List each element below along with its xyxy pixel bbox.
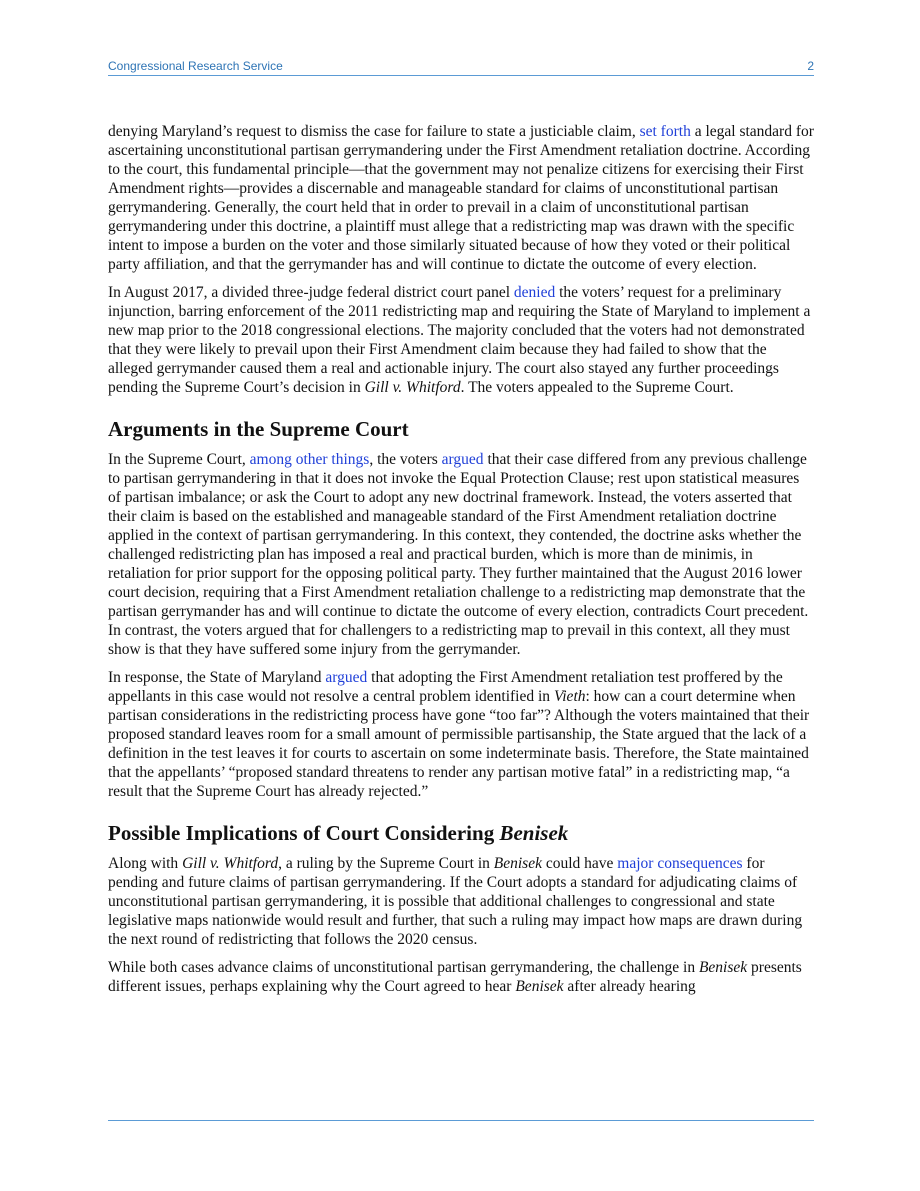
page-number: 2 <box>807 59 814 73</box>
text-run: While both cases advance claims of unconstitutional partisan gerrymandering, the challenge in <box>108 959 699 976</box>
paragraph-1 <box>108 122 814 274</box>
paragraph-4 <box>108 668 814 801</box>
text-run: presents different issues, perhaps explaining why the Court agreed to hear <box>108 959 802 995</box>
link-among-other-things[interactable]: among other things <box>249 451 370 468</box>
case-name-italic: Benisek <box>493 855 542 872</box>
paragraph-5 <box>108 854 814 949</box>
text-run: that their case differed from any previous challenge to partisan gerrymandering in that it does not invoke the Equal Protection Clause; rest upon statistical measures of partisan imbalance; or ask the Court to adopt any new doctrinal framework. Instead, the voters asserted that their claim is based on the established and manageable standard of the First Amendment retaliation doctrine applied in the context of partisan gerrymandering. In this context, they contended, the doctrine asks whether the challenged redistricting plan has imposed a real and practical burden, which is more than de minimis, in retaliation for prior support for the opposing political party. They further maintained that the August 2016 lower court decision, requiring that a First Amendment retaliation challenge to a redistricting map demonstrate that the partisan gerrymander has and will continue to dictate the outcome of every election, contradicts Court precedent. In contrast, the voters argued that for challengers to a redistricting map to prevail in this context, all they must show is that they have suffered some injury from the gerrymander. <box>108 451 809 658</box>
page-header <box>108 58 814 76</box>
section-heading-arguments: Arguments in the Supreme Court <box>108 417 409 441</box>
text-run: Along with <box>108 855 183 872</box>
case-name-italic: Gill v. Whitford <box>364 379 461 396</box>
case-name-italic: Benisek <box>515 978 564 995</box>
text-run: In the Supreme Court, <box>108 451 250 468</box>
text-run: the voters’ request for a preliminary injunction, barring enforcement of the 2011 redistricting map and requiring the State of Maryland to implement a new map prior to the 2018 congressional elections. The majority concluded that the voters had not demonstrated that they were likely to prevail upon their First Amendment claim because they had failed to show that the alleged gerrymander caused them a real and actionable injury. The court also stayed any further proceedings pending the Supreme Court’s decision in <box>108 284 811 396</box>
paragraph-3 <box>108 450 814 659</box>
text-run: , a ruling by the Supreme Court in <box>278 855 494 872</box>
link-argued[interactable]: argued <box>441 451 484 468</box>
heading-case-name: Benisek <box>499 821 569 845</box>
paragraph-6 <box>108 958 814 996</box>
case-name-italic: Gill v. Whitford <box>182 855 279 872</box>
header-organization: Congressional Research Service <box>108 59 283 73</box>
case-name-italic: Benisek <box>698 959 748 976</box>
text-run: , the voters <box>369 451 442 468</box>
text-run: for pending and future claims of partisan gerrymandering. If the Court adopts a standard for adjudicating claims of unconstitutional partisan gerrymandering, it is possible that additional challenges to congressional and state legislative maps nationwide would result and further, that such a ruling may impact how maps are drawn during the next round of redistricting that follows the 2020 census. <box>108 855 803 948</box>
heading-text: Possible Implications of Court Considering <box>108 821 500 845</box>
text-run: a legal standard for ascertaining unconstitutional partisan gerrymandering under the First Amendment retaliation doctrine. According to the court, this fundamental principle—that the government may not penalize citizens for exercising their First Amendment rights—provides a discernable and manageable standard for claims of unconstitutional partisan gerrymandering. Generally, the court held that in order to prevail in a claim of unconstitutional partisan gerrymandering under this doctrine, a plaintiff must allege that a redistricting map was drawn with the specific intent to impose a burden on the voter and those similarly situated because of how they voted or their political party affiliation, and that the gerrymander has and will continue to dictate the outcome of every election. <box>108 123 814 273</box>
text-run: . The voters appealed to the Supreme Court. <box>460 379 734 396</box>
text-run: could have <box>541 855 618 872</box>
link-major-consequences[interactable]: major consequences <box>617 855 743 872</box>
text-run: after already hearing <box>563 978 696 995</box>
text-run: : how can a court determine when partisan considerations in the redistricting process have gone “too far”? Although the voters maintained that their proposed standard leaves room for a small amount of permissible partisanship, the State argued that the lack of a definition in the test leaves it for courts to ascertain on some indeterminate basis. Therefore, the State maintained that the appellants’ “proposed standard threatens to render any partisan motive fatal” in a redistricting map, “a result that the Supreme Court has already rejected.” <box>108 688 810 800</box>
case-name-italic: Vieth <box>553 688 586 705</box>
text-run: denying Maryland’s request to dismiss the case for failure to state a justiciable claim, <box>108 123 640 140</box>
link-set-forth[interactable]: set forth <box>639 123 691 140</box>
link-denied[interactable]: denied <box>513 284 556 301</box>
document-body <box>108 122 814 1005</box>
link-argued-state[interactable]: argued <box>325 669 368 686</box>
text-run: In August 2017, a divided three-judge federal district court panel <box>108 284 514 301</box>
text-run: In response, the State of Maryland <box>108 669 326 686</box>
paragraph-2 <box>108 283 814 397</box>
section-heading-implications <box>108 820 814 846</box>
text-run: that adopting the First Amendment retaliation test proffered by the appellants in this case would not resolve a central problem identified in <box>108 669 783 705</box>
footer-divider <box>108 1120 814 1121</box>
